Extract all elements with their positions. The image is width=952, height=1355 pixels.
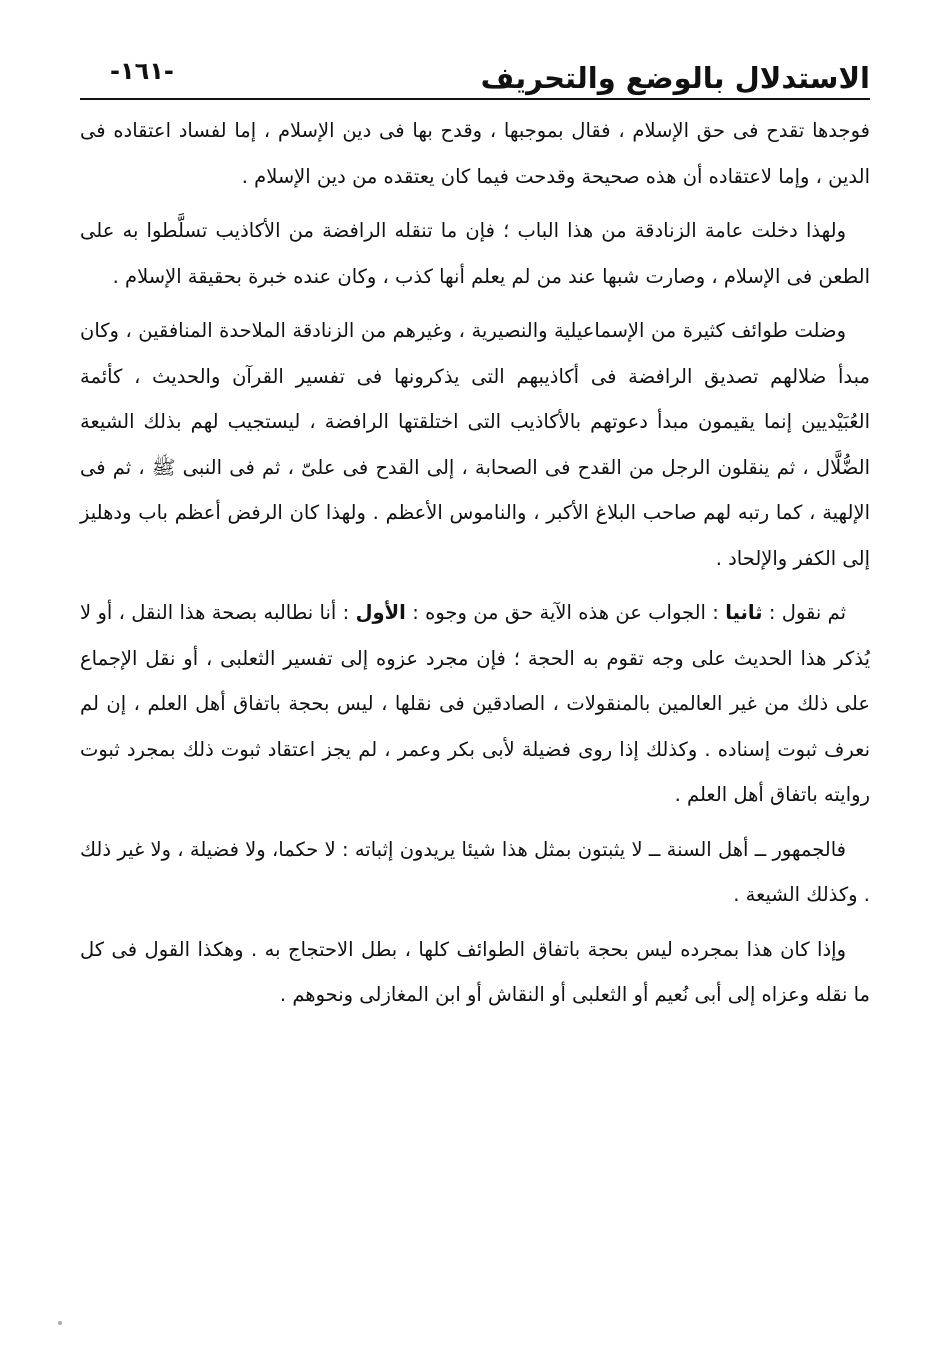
running-title: الاستدلال بالوضع والتحريف	[480, 61, 870, 95]
answer-middle: : الجواب عن هذه الآية حق من وجوه :	[412, 601, 719, 624]
page-header	[80, 50, 870, 100]
paragraph-3: وضلت طوائف كثيرة من الإسماعيلية والنصيرية ، وغيرهم من الزنادقة الملاحدة المنافقين ، وكان مبدأ ضلالهم تصديق الرافضة فى أكاذيبهم التى يذكرونها فى تفسير القرآن والحديث ، كأئمة العُبَيْديين إنما يقيمون مبدأ دعوتهم بالأكاذيب التى اختلقتها الرافضة ، ليستجيب لهم بذلك الشيعة الضُّلَّال ، ثم ينقلون الرجل من القدح فى الصحابة ، إلى القدح فى علىّ ، ثم فى النبى ﷺ ، ثم فى الإلهية ، كما رتبه لهم صاحب البلاغ الأكبر ، والناموس الأعظم . ولهذا كان الرفض أعظم باب ودهليز إلى الكفر والإلحاد .	[80, 319, 870, 570]
answer-continuation: نطالبه بصحة هذا النقل ، أو لا يُذكر هذا الحديث على وجه تقوم به الحجة ؛ فإن مجرد عزوه إلى تفسير الثعلبى ، أو نقل الإجماع على ذلك من غير العالمين بالمنقولات ، الصادقين فى نقلها ، ليس بحجة باتفاق أهل العلم ، إن لم نعرف ثبوت إسناده . وكذلك إذا روى فضيلة لأبى بكر وعمر ، لم يجز اعتقاد ثبوت ذلك بمجرد ثبوت روايته باتفاق أهل العلم .	[80, 601, 870, 806]
answer-lead: ثم نقول :	[768, 601, 847, 624]
paragraph-1: فوجدها تقدح فى حق الإسلام ، فقال بموجبها ، وقدح بها فى دين الإسلام ، إما لفساد اعتقاده فى الدين ، وإما لاعتقاده أن هذه صحيحة وقدحت فيما كان يعتقده من دين الإسلام .	[80, 119, 870, 188]
page-number: -١٦١-	[110, 57, 174, 85]
paragraph-5: فالجمهور ــ أهل السنة ــ لا يثبتون بمثل هذا شيئا يريدون إثباته : لا حكما، ولا فضيلة ، ولا غير ذلك . وكذلك الشيعة .	[80, 837, 870, 906]
paragraph-4	[80, 590, 870, 818]
scan-speck	[58, 1321, 62, 1325]
paragraph-6: وإذا كان هذا بمجرده ليس بحجة باتفاق الطوائف كلها ، بطل الاحتجاج به . وهكذا القول فى كل ما نقله وعزاه إلى أبى نُعيم أو الثعلبى أو النقاش أو ابن المغازلى ونحوهم .	[80, 937, 870, 1006]
body-text	[80, 108, 870, 1018]
document-page	[80, 50, 870, 1027]
answer-first-label: الأول	[355, 601, 406, 624]
paragraph-2: ولهذا دخلت عامة الزنادقة من هذا الباب ؛ فإن ما تنقله الرافضة من الأكاذيب تسلَّطوا به على الطعن فى الإسلام ، وصارت شبها عند من لم يعلم أنها كذب ، وكان عنده خبرة بحقيقة الإسلام .	[80, 219, 870, 288]
answer-second-label: ثانيا	[725, 601, 763, 624]
answer-tail: : أنا	[319, 601, 350, 624]
